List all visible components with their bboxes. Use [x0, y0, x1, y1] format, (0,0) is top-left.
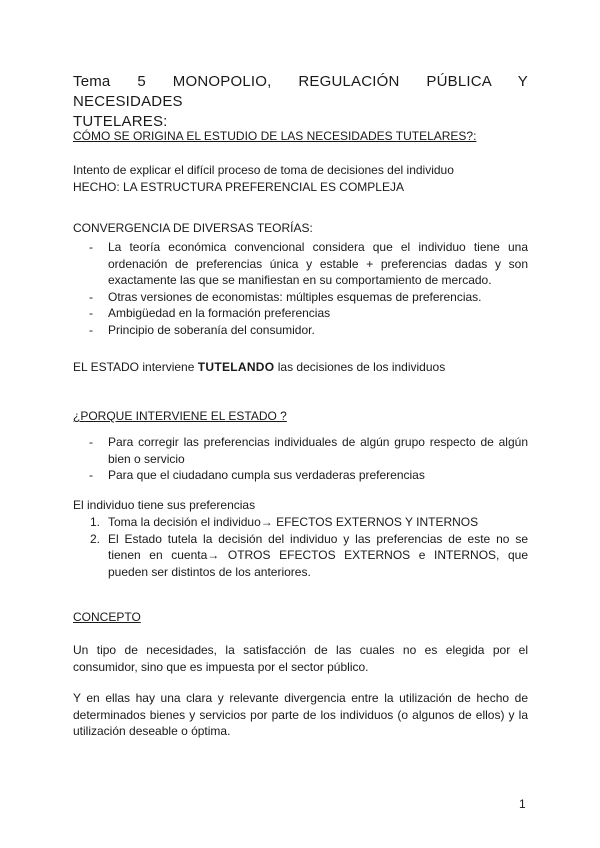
list-number: 1. — [90, 515, 101, 529]
dash-bullet: - — [89, 322, 93, 337]
list-item: - La teoría económica convencional considera que el individuo tiene una ordenación de preferencias única y estable + preferencias dadas y son exactamente las que se manifiestan en su comportamiento de mercado. — [89, 240, 528, 287]
dash-bullet: - — [89, 435, 93, 449]
list-item: - Para corregir las preferencias individuales de algún grupo respecto de algún bien o servicio — [89, 435, 528, 466]
list-item: - Ambigüedad en la formación preferencias — [89, 306, 331, 320]
dash-bullet: - — [89, 289, 93, 304]
list-number: 2. — [90, 531, 101, 546]
section-heading-convergencia: CONVERGENCIA DE DIVERSAS TEORÍAS: — [73, 221, 313, 235]
title-line-1: Tema 5 MONOPOLIO, REGULACIÓN PÚBLICA Y NECESIDADES — [73, 73, 528, 110]
document-title — [73, 72, 528, 132]
estado-emphasis: TUTELANDO — [197, 360, 275, 374]
section-heading-concepto: CONCEPTO — [73, 610, 141, 624]
list-item: 2. El Estado tutela la decisión del individuo y las preferencias de este no se tienen en cuenta→ OTROS EFECTOS EXTERNOS e INTERNOS, que pueden ser distintos de los anteriores. — [90, 531, 528, 579]
concepto-paragraph-1: Un tipo de necesidades, la satisfacción de las cuales no es elegida por el consumidor, sino que es impuesta por el sector público. — [73, 643, 528, 674]
page-number: 1 — [519, 797, 526, 811]
list-item: 1. Toma la decisión el individuo→ EFECTOS EXTERNOS Y INTERNOS — [90, 515, 479, 529]
preferencias-list — [73, 514, 528, 580]
dash-bullet: - — [89, 240, 93, 254]
list-item: - Otras versiones de economistas: múltiples esquemas de preferencias. — [89, 289, 482, 304]
origin-line-2: HECHO: LA ESTRUCTURA PREFERENCIAL ES COMPLEJA — [73, 180, 404, 194]
origin-line-1: Intento de explicar el difícil proceso de toma de decisiones del individuo — [73, 163, 454, 177]
dash-bullet: - — [89, 468, 93, 482]
porque-list — [73, 434, 528, 484]
concepto-paragraph-2: Y en ellas hay una clara y relevante divergencia entre la utilización de hecho de determinados bienes y servicios por parte de los individuos (o algunos de ellos) y la utilización deseable o óptima. — [73, 691, 528, 738]
dash-bullet: - — [89, 306, 93, 320]
section-heading-origin: CÓMO SE ORIGINA EL ESTUDIO DE LAS NECESIDADES TUTELARES?: — [73, 129, 477, 143]
title-line-2: TUTELARES: — [73, 113, 168, 130]
list-item: - Principio de soberanía del consumidor. — [89, 322, 315, 337]
convergencia-list — [73, 239, 528, 338]
list-item: - Para que el ciudadano cumpla sus verdaderas preferencias — [89, 468, 425, 482]
section-heading-porque: ¿PORQUE INTERVIENE EL ESTADO ? — [73, 409, 287, 423]
estado-statement: EL ESTADO interviene TUTELANDO las decisiones de los individuos — [73, 360, 446, 374]
preferencias-intro: El individuo tiene sus preferencias — [73, 498, 256, 512]
